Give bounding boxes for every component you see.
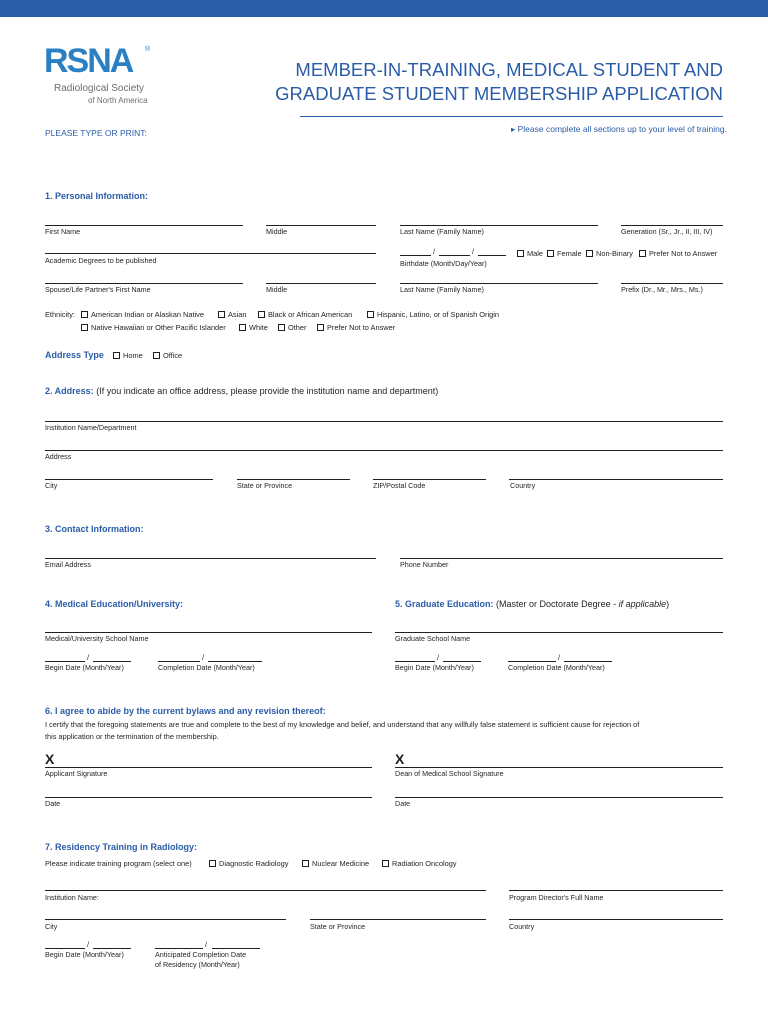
medical-school-label: Medical/University School Name [45, 634, 149, 643]
ethnicity-hispanic-option[interactable]: Hispanic, Latino, or of Spanish Origin [367, 310, 499, 319]
res-begin-month-field[interactable] [45, 948, 85, 949]
spouse-middle-field[interactable] [266, 283, 376, 284]
applicant-date-field[interactable] [45, 797, 372, 798]
ethnicity-other-option[interactable]: Other [278, 323, 306, 332]
generation-label: Generation (Sr., Jr., II, III, IV) [621, 227, 713, 236]
checkbox-icon [113, 352, 120, 359]
section-2-heading: 2. Address: (If you indicate an office address, please provide the institution name and department) [45, 386, 439, 396]
address-type-label: Address Type [45, 350, 104, 360]
residency-country-label: Country [509, 922, 535, 931]
birth-year-field[interactable] [478, 255, 506, 256]
gender-male-option[interactable]: Male [517, 249, 543, 258]
medical-school-field[interactable] [45, 632, 372, 633]
applicant-date-label: Date [45, 799, 61, 808]
first-name-label: First Name [45, 227, 81, 236]
checkbox-icon [639, 250, 646, 257]
address-field[interactable] [45, 450, 723, 451]
program-director-label: Program Director's Full Name [509, 893, 604, 902]
training-program-prompt: Please indicate training program (select one) [45, 859, 192, 868]
section-4-heading: 4. Medical Education/University: [45, 599, 184, 609]
dean-date-label: Date [395, 799, 411, 808]
med-begin-month-field[interactable] [45, 661, 85, 662]
zip-field[interactable] [373, 479, 486, 480]
checkbox-icon [278, 324, 285, 331]
residency-institution-label: Institution Name: [45, 893, 99, 902]
section-5-heading: 5. Graduate Education: (Master or Doctorate Degree - if applicable) [395, 599, 670, 609]
email-label: Email Address [45, 560, 91, 569]
country-label: Country [510, 481, 536, 490]
checkbox-icon [81, 311, 88, 318]
grad-completion-month-field[interactable] [508, 661, 556, 662]
residency-state-field[interactable] [310, 919, 486, 920]
gender-nonbinary-option[interactable]: Non-Binary [586, 249, 633, 258]
middle-name-field[interactable] [266, 225, 376, 226]
title-rule [300, 116, 723, 117]
section-2-note: (If you indicate an office address, please provide the institution name and department) [96, 386, 439, 396]
program-nuclear-medicine-option[interactable]: Nuclear Medicine [302, 859, 369, 868]
checkbox-icon [302, 860, 309, 867]
ethnicity-american-indian-option[interactable]: American Indian or Alaskan Native [81, 310, 204, 319]
certify-statement-2: this application or the termination of the membership. [45, 732, 219, 741]
residency-city-label: City [45, 922, 58, 931]
type-print-note: PLEASE TYPE OR PRINT: [45, 128, 147, 138]
med-completion-label: Completion Date (Month/Year) [158, 663, 255, 672]
checkbox-icon [81, 324, 88, 331]
applicant-signature-label: Applicant Signature [45, 769, 108, 778]
form-title-line-1: MEMBER-IN-TRAINING, MEDICAL STUDENT AND [295, 59, 723, 80]
ethnicity-prefer-not-option[interactable]: Prefer Not to Answer [317, 323, 395, 332]
birthdate-slash-1: / [433, 247, 436, 256]
ethnicity-hawaiian-option[interactable]: Native Hawaiian or Other Pacific Islander [81, 323, 226, 332]
res-completion-month-field[interactable] [155, 948, 203, 949]
registered-mark: ® [145, 46, 151, 53]
state-label: State or Province [237, 481, 293, 490]
checkbox-icon [153, 352, 160, 359]
res-completion-year-field[interactable] [212, 948, 260, 949]
middle-name-label: Middle [266, 227, 288, 236]
residency-country-field[interactable] [509, 919, 723, 920]
address-type-office-option[interactable]: Office [153, 351, 182, 360]
top-banner [0, 0, 768, 17]
spouse-first-name-label: Spouse/Life Partner's First Name [45, 285, 151, 294]
grad-begin-label: Begin Date (Month/Year) [395, 663, 474, 672]
grad-completion-slash: / [558, 653, 561, 662]
rsna-logo: RSNA [44, 42, 133, 80]
res-completion-slash: / [205, 940, 208, 949]
address-label: Address [45, 452, 72, 461]
med-completion-slash: / [202, 653, 205, 662]
city-field[interactable] [45, 479, 213, 480]
logo-subtitle-1: Radiological Society [54, 83, 145, 94]
section-6-heading: 6. I agree to abide by the current bylaws and any revision thereof: [45, 706, 326, 716]
address-type-home-option[interactable]: Home [113, 351, 143, 360]
residency-state-label: State or Province [310, 922, 366, 931]
birth-day-field[interactable] [439, 255, 470, 256]
program-radiation-oncology-option[interactable]: Radiation Oncology [382, 859, 457, 868]
ethnicity-black-option[interactable]: Black or African American [258, 310, 352, 319]
city-label: City [45, 481, 58, 490]
gender-female-option[interactable]: Female [547, 249, 582, 258]
grad-begin-slash: / [437, 653, 440, 662]
birthdate-label: Birthdate (Month/Day/Year) [400, 259, 487, 268]
checkbox-icon [382, 860, 389, 867]
section-1-heading: 1. Personal Information: [45, 191, 149, 201]
ethnicity-white-option[interactable]: White [239, 323, 268, 332]
section-5-note: (Master or Doctorate Degree - if applicable) [496, 599, 670, 609]
graduate-school-field[interactable] [395, 632, 723, 633]
academic-degrees-label: Academic Degrees to be published [45, 256, 157, 265]
last-name-label: Last Name (Family Name) [400, 227, 484, 236]
birthdate-slash-2: / [472, 247, 475, 256]
spouse-middle-label: Middle [266, 285, 288, 294]
residency-institution-field[interactable] [45, 890, 486, 891]
spouse-first-name-field[interactable] [45, 283, 243, 284]
checkbox-icon [547, 250, 554, 257]
res-anticipated-label-2: of Residency (Month/Year) [155, 960, 240, 969]
section-7-heading: 7. Residency Training in Radiology: [45, 842, 198, 852]
res-anticipated-label-1: Anticipated Completion Date [155, 950, 247, 959]
form-title-line-2: GRADUATE STUDENT MEMBERSHIP APPLICATION [275, 83, 723, 104]
res-begin-slash: / [87, 940, 90, 949]
state-field[interactable] [237, 479, 350, 480]
med-completion-year-field[interactable] [208, 661, 262, 662]
checkbox-icon [218, 311, 225, 318]
res-begin-year-field[interactable] [93, 948, 131, 949]
certify-statement: I certify that the foregoing statements are true and complete to the best of my knowledge and belief, and understand that any willfully false statement is sufficient cause for rejection of [45, 720, 640, 729]
prefix-label: Prefix (Dr., Mr., Mrs., Ms.) [621, 285, 703, 294]
res-begin-label: Begin Date (Month/Year) [45, 950, 124, 959]
checkbox-icon [317, 324, 324, 331]
complete-sections-note: ▸ Please complete all sections up to your level of training. [511, 124, 727, 134]
checkbox-icon [586, 250, 593, 257]
grad-begin-year-field[interactable] [443, 661, 481, 662]
checkbox-icon [239, 324, 246, 331]
ethnicity-label: Ethnicity: [45, 310, 75, 319]
checkbox-icon [258, 311, 265, 318]
checkbox-icon [517, 250, 524, 257]
dean-signature-label: Dean of Medical School Signature [395, 769, 504, 778]
applicant-signature-x: X [45, 751, 55, 767]
dean-date-field[interactable] [395, 797, 723, 798]
program-diagnostic-radiology-option[interactable]: Diagnostic Radiology [209, 859, 288, 868]
first-name-field[interactable] [45, 225, 243, 226]
logo-subtitle-2: of North America [88, 96, 148, 105]
prefix-field[interactable] [621, 283, 723, 284]
grad-completion-year-field[interactable] [564, 661, 612, 662]
residency-city-field[interactable] [45, 919, 286, 920]
generation-field[interactable] [621, 225, 723, 226]
institution-department-label: Institution Name/Department [45, 423, 137, 432]
dean-signature-x: X [395, 751, 405, 767]
applicant-signature-field[interactable] [45, 767, 372, 768]
grad-completion-label: Completion Date (Month/Year) [508, 663, 605, 672]
phone-label: Phone Number [400, 560, 449, 569]
last-name-field[interactable] [400, 225, 598, 226]
zip-label: ZIP/Postal Code [373, 481, 426, 490]
med-begin-year-field[interactable] [93, 661, 131, 662]
spouse-last-name-field[interactable] [400, 283, 598, 284]
checkbox-icon [209, 860, 216, 867]
graduate-school-label: Graduate School Name [395, 634, 471, 643]
gender-prefer-not-option[interactable]: Prefer Not to Answer [639, 249, 717, 258]
email-field[interactable] [45, 558, 376, 559]
ethnicity-asian-option[interactable]: Asian [218, 310, 247, 319]
med-begin-label: Begin Date (Month/Year) [45, 663, 124, 672]
med-begin-slash: / [87, 653, 90, 662]
med-completion-month-field[interactable] [158, 661, 200, 662]
academic-degrees-field[interactable] [45, 253, 376, 254]
birth-month-field[interactable] [400, 255, 431, 256]
grad-begin-month-field[interactable] [395, 661, 435, 662]
checkbox-icon [367, 311, 374, 318]
institution-department-field[interactable] [45, 421, 723, 422]
program-director-field[interactable] [509, 890, 723, 891]
spouse-last-name-label: Last Name (Family Name) [400, 285, 484, 294]
phone-field[interactable] [400, 558, 723, 559]
country-field[interactable] [509, 479, 723, 480]
section-3-heading: 3. Contact Information: [45, 524, 144, 534]
dean-signature-field[interactable] [395, 767, 723, 768]
